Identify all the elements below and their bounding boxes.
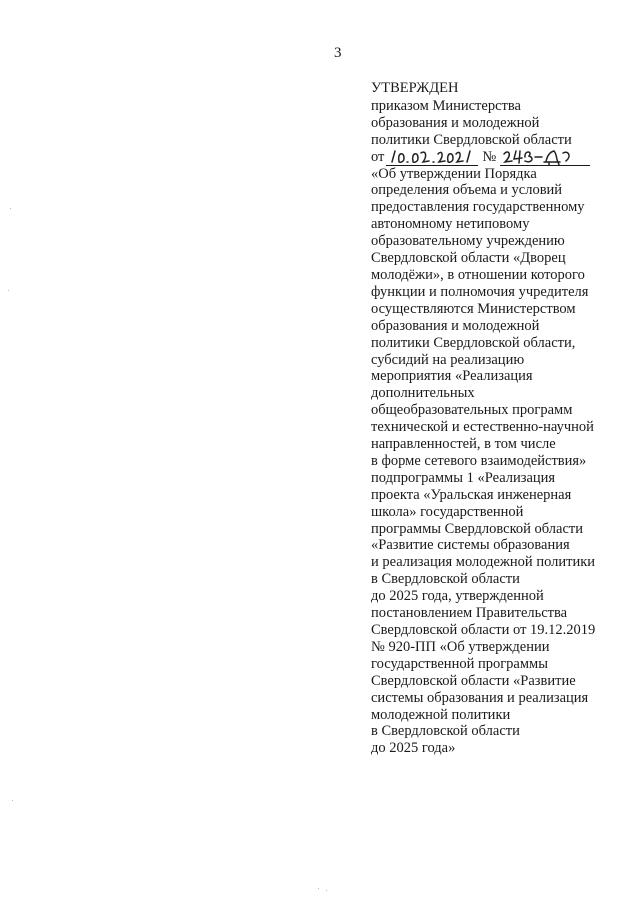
number-prefix: № bbox=[482, 148, 497, 165]
order-title-line: технической и естественно-научной bbox=[371, 419, 594, 436]
order-title-line: направленностей, в том числе bbox=[371, 436, 556, 453]
order-title-line: и реализация молодежной политики bbox=[371, 554, 596, 571]
header-line: образования и молодежной bbox=[371, 114, 540, 131]
order-title-line: молодёжи», в отношении которого bbox=[371, 266, 585, 283]
header-line: политики Свердловской области bbox=[371, 131, 572, 148]
order-title-line: функции и полномочия учредителя bbox=[371, 283, 589, 300]
order-title-line: мероприятия «Реализация bbox=[371, 368, 533, 385]
order-title-line: осуществляются Министерством bbox=[371, 300, 576, 317]
order-title-line: государственной программы bbox=[371, 655, 548, 672]
order-title-line: общеобразовательных программ bbox=[371, 402, 573, 419]
order-title-line: в Свердловской области bbox=[371, 571, 520, 588]
order-title-line: постановлением Правительства bbox=[371, 605, 568, 622]
handwritten-date-scribble bbox=[386, 147, 478, 167]
order-title-line: молодежной политики bbox=[371, 706, 511, 723]
order-title-line: предоставления государственному bbox=[371, 199, 585, 216]
order-title-line: политики Свердловской области, bbox=[371, 334, 576, 351]
order-title-line: автономному нетиповому bbox=[371, 216, 530, 233]
date-prefix: от bbox=[371, 148, 385, 165]
order-title-line: Свердловской области от 19.12.2019 bbox=[371, 622, 596, 638]
approval-heading: УТВЕРЖДЕН bbox=[371, 80, 459, 96]
order-title-line: школа» государственной bbox=[371, 503, 524, 520]
order-title-line: проекта «Уральская инженерная bbox=[371, 486, 572, 503]
page-number: 3 bbox=[334, 45, 342, 61]
order-title-line: «Развитие системы образования bbox=[371, 537, 570, 554]
order-title-line: «Об утверждении Порядка bbox=[371, 165, 537, 182]
order-title-line: Свердловской области «Развитие bbox=[371, 672, 576, 689]
order-title-line: до 2025 года, утвержденной bbox=[371, 588, 544, 605]
order-title-line: в Свердловской области bbox=[371, 723, 520, 740]
order-title-line: системы образования и реализация bbox=[371, 689, 589, 706]
handwritten-number bbox=[500, 151, 590, 166]
order-title-line: № 920-ПП «Об утверждении bbox=[371, 638, 550, 655]
order-title-line: субсидий на реализацию bbox=[371, 351, 525, 368]
order-title-line: в форме сетевого взаимодействия» bbox=[371, 452, 587, 469]
order-title-line: определения объема и условий bbox=[371, 182, 563, 199]
order-title-line: до 2025 года» bbox=[371, 740, 456, 757]
handwritten-date bbox=[386, 151, 478, 166]
order-title-line: дополнительных bbox=[371, 385, 475, 402]
order-title-line: Свердловской области «Дворец bbox=[371, 250, 566, 267]
header-line: приказом Министерства bbox=[371, 97, 521, 114]
order-title-line: образовательному учреждению bbox=[371, 233, 565, 250]
handwritten-number-scribble bbox=[500, 147, 590, 167]
order-title-line: программы Свердловской области bbox=[371, 520, 584, 537]
order-date-number-row bbox=[371, 149, 633, 166]
order-title-line: образования и молодежной bbox=[371, 317, 540, 334]
order-title-line: подпрограммы 1 «Реализация bbox=[371, 469, 556, 486]
approval-block bbox=[371, 80, 633, 757]
